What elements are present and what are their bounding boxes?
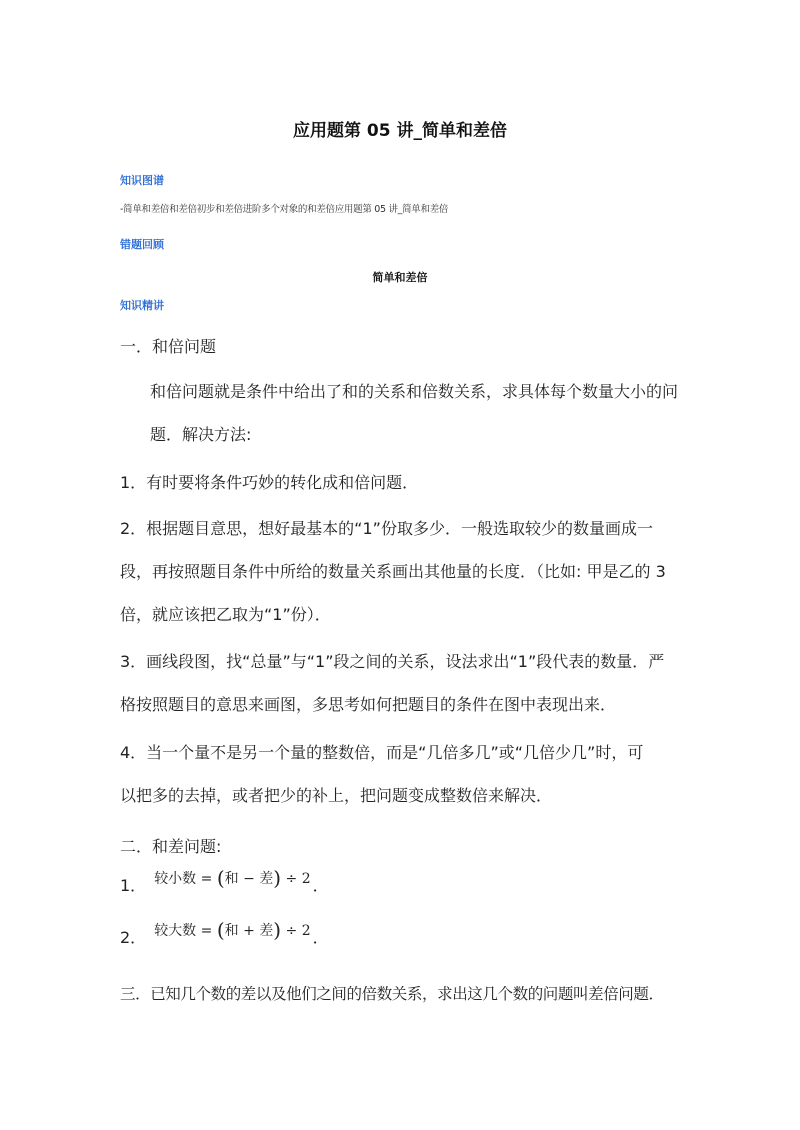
list-item-2-line2: 段，再按照题目条件中所给的数量关系画出其他量的长度．（比如: 甲是乙的 3 <box>120 562 666 581</box>
list-item-4 <box>120 731 643 817</box>
list-item-3-line1: 3．画线段图，找“总量”与“1”段之间的关系，设法求出“1”段代表的数量．严 <box>120 652 665 671</box>
section1-intro-line2: 题．解决方法: <box>150 425 252 444</box>
list-item-2-line1: 2．根据题目意思，想好最基本的“1”份取多少．一般选取较少的数量画成一 <box>120 519 653 538</box>
formula-2-close-paren: ) <box>273 918 282 942</box>
breadcrumb: -简单和差倍和差倍初步和差倍进阶多个对象的和差倍应用题第 05 讲_简单和差倍 <box>120 204 449 215</box>
knowledge-map-label: 知识图谱 <box>120 174 164 187</box>
section1-heading: 一．和倍问题 <box>120 337 217 356</box>
formula-2-number: 2． <box>120 928 147 947</box>
formula-1-number: 1． <box>120 876 147 895</box>
section2-heading: 二．和差问题: <box>120 837 222 856</box>
list-item-3-line2: 格按照题目的意思来画图，多思考如何把题目的条件在图中表现出来． <box>120 695 617 714</box>
list-item-2-line3: 倍，就应该把乙取为“1”份）． <box>120 605 331 624</box>
section3-heading: 三．已知几个数的差以及他们之间的倍数关系，求出这几个数的问题叫差倍问题． <box>120 985 664 1003</box>
section1-intro-line1: 和倍问题就是条件中给出了和的关系和倍数关系，求具体每个数量大小的问 <box>150 382 679 401</box>
list-item-4-line2: 以把多的去掉，或者把少的补上，把问题变成整数倍来解决． <box>120 786 553 805</box>
formula-1-end: ． <box>312 876 329 895</box>
formula-1 <box>120 866 329 896</box>
knowledge-lecture-label: 知识精讲 <box>120 299 164 312</box>
list-item-1: 1．有时要将条件巧妙的转化成和倍问题． <box>120 473 419 492</box>
formula-1-open-paren: ( <box>216 866 225 890</box>
formula-2-expression <box>154 918 310 942</box>
formula-1-close-paren: ) <box>273 866 282 890</box>
formula-2-right: ÷ 2 <box>281 923 311 939</box>
formula-2-open-paren: ( <box>216 918 225 942</box>
page-title: 应用题第 05 讲_简单和差倍 <box>293 121 507 141</box>
section1-intro <box>150 370 678 456</box>
mistake-review-label: 错题回顾 <box>120 238 164 251</box>
formula-2-left: 较大数 = <box>154 923 217 939</box>
formula-1-left: 较小数 = <box>154 871 217 887</box>
formula-1-inner: 和 − 差 <box>224 871 274 887</box>
formula-2-inner: 和 + 差 <box>224 923 274 939</box>
formula-2-end: ． <box>312 928 329 947</box>
section-subtitle: 简单和差倍 <box>372 271 428 284</box>
formula-2 <box>120 918 329 948</box>
formula-1-expression <box>154 866 310 890</box>
list-item-2 <box>120 507 666 636</box>
list-item-4-line1: 4．当一个量不是另一个量的整数倍，而是“几倍多几”或“几倍少几”时，可 <box>120 743 644 762</box>
list-item-3 <box>120 640 664 726</box>
formula-1-right: ÷ 2 <box>281 871 311 887</box>
